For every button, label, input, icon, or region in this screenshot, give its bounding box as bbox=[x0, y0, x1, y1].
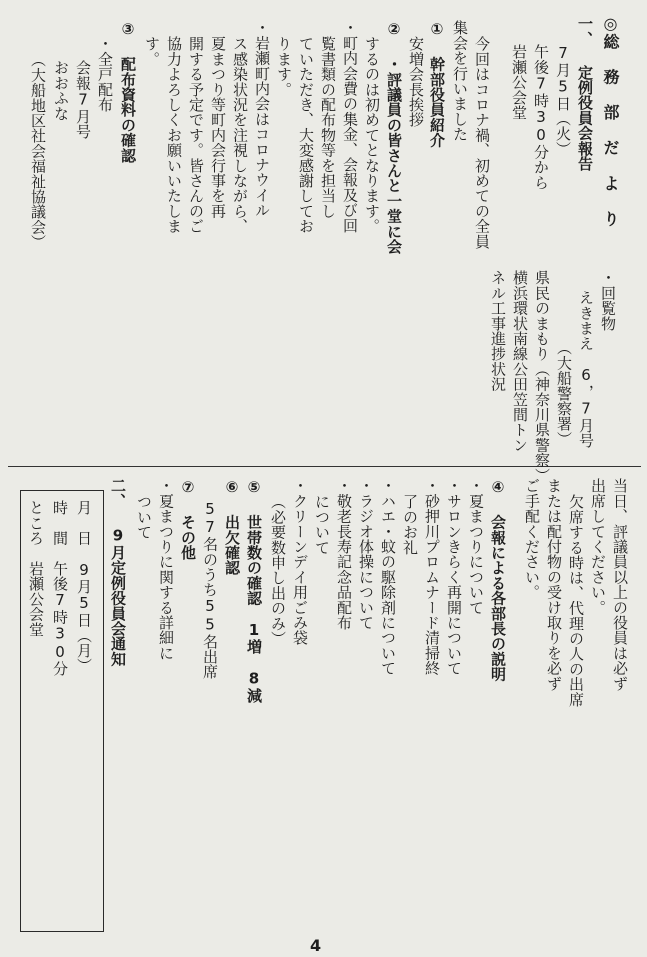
s2-line-4: ていただき、大変感謝してお bbox=[297, 36, 315, 234]
s4-line-10: （必要数申し出のみ） bbox=[269, 494, 287, 646]
meeting9-place: ところ 岩瀬公会堂 bbox=[27, 500, 45, 637]
item1-place: 岩瀬公会堂 bbox=[510, 44, 528, 120]
s3-head: ③ 配布資料の確認 bbox=[119, 20, 137, 163]
s7-line-2: ついて bbox=[135, 494, 153, 540]
s4-line-3: ・砂押川プロムナード清掃終 bbox=[423, 478, 441, 676]
item1-head: 一、 定例役員会報告 bbox=[576, 16, 594, 171]
s3-line-4: （大船地区社会福祉協議会） bbox=[29, 52, 47, 250]
s2-line-3: 覧書類の配布物等を担当し bbox=[319, 36, 337, 219]
s2-line-11: す。 bbox=[143, 36, 161, 67]
s4-line-6: ・ラジオ体操について bbox=[357, 478, 375, 630]
s4-line-2: ・サロンきらく再開について bbox=[445, 478, 463, 676]
kairan-head: ・回覧物 bbox=[599, 270, 617, 331]
s7-head: ⑦ その他 bbox=[179, 478, 197, 560]
page-number: 4 bbox=[310, 936, 322, 955]
kairan-line-5: ネル工事進捗状況 bbox=[489, 270, 507, 392]
s4-head: ④ 会報による各部長の説明 bbox=[489, 478, 507, 682]
s3-line-2: 会報7月号 bbox=[74, 60, 92, 139]
meeting9-date: 月 日 9月5日（月） bbox=[75, 500, 93, 674]
s2-head: ② ・評議員の皆さんと一堂に会 bbox=[385, 20, 403, 254]
intro-line-2: 集会を行いました bbox=[451, 20, 469, 142]
notice-line-5: ご手配ください。 bbox=[523, 478, 541, 600]
s4-line-7: ・敬老長寿記念品配布 bbox=[335, 478, 353, 630]
s4-line-5: ・ハエ・蚊の駆除剤について bbox=[379, 478, 397, 676]
s2-line-8: 夏まつり等町内会行事を再 bbox=[209, 36, 227, 219]
s6-body: 57名のうち55名出席 bbox=[201, 500, 219, 680]
s1-head: ① 幹部役員紹介 bbox=[428, 20, 446, 148]
kairan-line-1: えきまえ 6，7月号 bbox=[577, 290, 595, 448]
kairan-line-3: 県民のまもり（神奈川県警察） bbox=[533, 270, 551, 483]
kairan-line-2: （大船警察署） bbox=[555, 340, 573, 447]
s7-line-1: ・夏まつりに関する詳細に bbox=[157, 478, 175, 661]
s4-line-1: ・夏まつりについて bbox=[467, 478, 485, 615]
notice-line-4: または配付物の受け取りを必ず bbox=[545, 478, 563, 691]
notice-line-2: 出席してください。 bbox=[589, 478, 607, 615]
s5: ⑤ 世帯数の確認 1増 8減 bbox=[245, 478, 263, 703]
meeting9-time: 時 間 午後7時30分 bbox=[51, 500, 69, 677]
s1-body: 安増会長挨拶 bbox=[407, 36, 425, 128]
s3-line-1: ・全戸配布 bbox=[96, 36, 114, 112]
intro-line-1: 今回はコロナ禍、初めての全員 bbox=[473, 36, 491, 249]
notice-line-3: 欠席する時は、代理の人の出席 bbox=[567, 494, 585, 707]
s2-line-9: 開する予定です。皆さんのご bbox=[187, 36, 205, 234]
s4-line-9: ・クリーンデイ用ごみ袋 bbox=[291, 478, 309, 646]
notice-line-1: 当日、評議員以上の役員は必ず bbox=[611, 478, 629, 691]
s4-line-8: について bbox=[313, 494, 331, 555]
s2-line-6: ・岩瀬町内会はコロナウイル bbox=[253, 20, 271, 218]
s2-line-10: 協力よろしくお願いいたしま bbox=[165, 36, 183, 234]
kairan-line-4: 横浜環状南線公田笠間トン bbox=[511, 270, 529, 453]
s2-line-5: ります。 bbox=[275, 36, 293, 97]
s4-line-4: 了のお礼 bbox=[401, 494, 419, 555]
soumu-title: ◎総 務 部 だ よ り bbox=[601, 14, 620, 227]
s2-line-7: ス感染状況を注視しながら、 bbox=[231, 36, 249, 234]
s6-head: ⑥ 出欠確認 bbox=[223, 478, 241, 576]
s2-line-1: するのは初めてとなります。 bbox=[363, 36, 381, 234]
s3-line-3: おおふな bbox=[52, 60, 70, 121]
item1-time: 午後7時30分から bbox=[532, 44, 550, 190]
s2-line-2: ・町内会費の集金、会報及び回 bbox=[341, 20, 359, 233]
item1-date: 7月5日（火） bbox=[554, 44, 572, 157]
item2-head: 二、 9月定例役員会通知 bbox=[109, 478, 127, 667]
